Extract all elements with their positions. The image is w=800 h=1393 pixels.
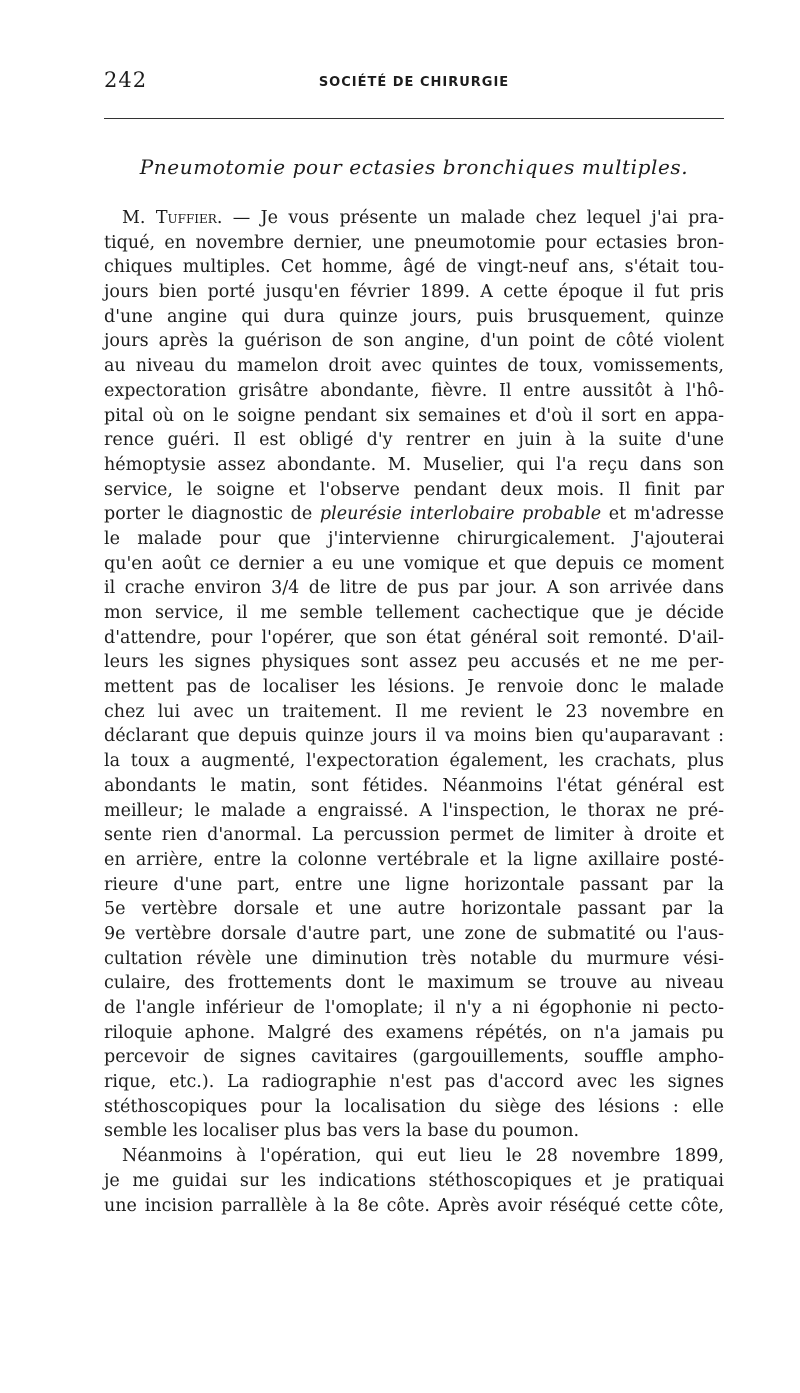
speaker-name: Tuffier	[155, 208, 217, 228]
diagnosis-italic: pleurésie interlobaire probable	[319, 504, 602, 525]
paragraph-1-lines-a	[104, 231, 724, 503]
header-rule	[104, 118, 724, 119]
text-line: il crache environ 3/4 de litre de pus par jour. A son arrivée dans	[104, 578, 724, 599]
text-line: chiques multiples. Cet homme, âgé de vingt-neuf ans, s'était tou-	[104, 257, 724, 278]
text-line: déclarant que depuis quinze jours il va moins bien qu'auparavant :	[104, 726, 724, 747]
text-line: le malade pour que j'intervienne chirurgicalement. J'ajouterai	[104, 528, 724, 549]
text-line: cultation révèle une diminution très notable du murmure vési-	[104, 948, 724, 969]
text-line: mon service, il me semble tellement cachectique que je décide	[104, 603, 724, 623]
text-line: au niveau du mamelon droit avec quintes de toux, vomissements,	[104, 356, 724, 377]
article-body	[104, 206, 724, 1218]
text-line: meilleur; le malade a engraissé. A l'inspection, le thorax ne pré-	[104, 800, 724, 821]
text-line: chez lui avec un traitement. Il me revient le 23 novembre en	[104, 701, 724, 722]
paragraph-2	[104, 1144, 724, 1218]
text-line: riloquie aphone. Malgré des examens répétés, on n'a jamais pu	[104, 1022, 724, 1043]
text-line: service, le soigne et l'observe pendant deux mois. Il finit par	[104, 479, 724, 500]
text-line: stéthoscopiques pour la localisation du siège des lésions : elle	[104, 1096, 724, 1117]
text-line: porter le diagnostic de pleurésie interlobaire probable et m'adresse	[104, 504, 724, 525]
text-line: hémoptysie assez abondante. M. Muselier, qui l'a reçu dans son	[104, 454, 724, 475]
page-header	[104, 60, 724, 90]
page-number: 242	[104, 68, 148, 92]
text-line: expectoration grisâtre abondante, fièvre. Il entre aussitôt à l'hô-	[104, 380, 724, 401]
text-line: culaire, des frottements dont le maximum se trouve au niveau	[104, 973, 724, 994]
text-line: abondants le matin, sont fétides. Néanmoins l'état général est	[104, 775, 724, 796]
section-title: Pneumotomie pour ectasies bronchiques multiples.	[139, 155, 689, 179]
text-line: jours bien porté jusqu'en février 1899. A cette époque il fut pris	[104, 282, 724, 303]
text-line: d'attendre, pour l'opérer, que son état général soit remonté. D'ail-	[104, 627, 724, 648]
text-line: une incision parrallèle à la 8e côte. Après avoir réséqué cette côte,	[104, 1195, 724, 1216]
text-line: 5e vertèbre dorsale et une autre horizontale passant par la	[104, 899, 724, 920]
text-line: qu'en août ce dernier a eu une vomique et que depuis ce moment	[104, 553, 724, 574]
text-line: 9e vertèbre dorsale d'autre part, une zone de submatité ou l'aus-	[104, 923, 724, 944]
text-line: semble les localiser plus bas vers la base du poumon.	[104, 1121, 580, 1142]
text-line: la toux a augmenté, l'expectoration également, les crachats, plus	[104, 751, 724, 772]
text-line: Néanmoins à l'opération, qui eut lieu le 28 novembre 1899,	[122, 1146, 724, 1167]
page	[104, 60, 724, 1216]
paragraph-1-lines-b	[104, 527, 724, 1144]
text-line: pital où on le soigne pendant six semaines et d'où il sort en appa-	[104, 405, 724, 426]
text-line: sente rien d'anormal. La percussion permet de limiter à droite et	[104, 825, 724, 846]
text-line: de l'angle inférieur de l'omoplate; il n'y a ni égophonie ni pecto-	[104, 998, 724, 1018]
text-line: leurs les signes physiques sont assez peu accusés et ne me per-	[104, 652, 724, 673]
text-line: rieure d'une part, entre une ligne horizontale passant par la	[104, 874, 724, 895]
text-line: M. Tuffier. — Je vous présente un malade chez lequel j'ai pra-	[122, 208, 724, 228]
text-line: rence guéri. Il est obligé d'y rentrer en juin à la suite d'une	[104, 430, 724, 451]
running-title: SOCIÉTÉ DE CHIRURGIE	[318, 75, 510, 90]
text-line: je me guidai sur les indications stéthoscopiques et je pratiquai	[104, 1170, 724, 1191]
text-line: tiqué, en novembre dernier, une pneumotomie pour ectasies bron-	[104, 232, 724, 253]
text-line: rique, etc.). La radiographie n'est pas d'accord avec les signes	[104, 1072, 724, 1093]
text-line: mettent pas de localiser les lésions. Je renvoie donc le malade	[104, 677, 724, 698]
text-line: en arrière, entre la colonne vertébrale et la ligne axillaire posté-	[104, 849, 724, 870]
text-line: jours après la guérison de son angine, d'un point de côté violent	[104, 331, 724, 352]
text-line: d'une angine qui dura quinze jours, puis brusquement, quinze	[104, 306, 724, 327]
text-line: percevoir de signes cavitaires (gargouillements, souffle ampho-	[104, 1047, 724, 1068]
